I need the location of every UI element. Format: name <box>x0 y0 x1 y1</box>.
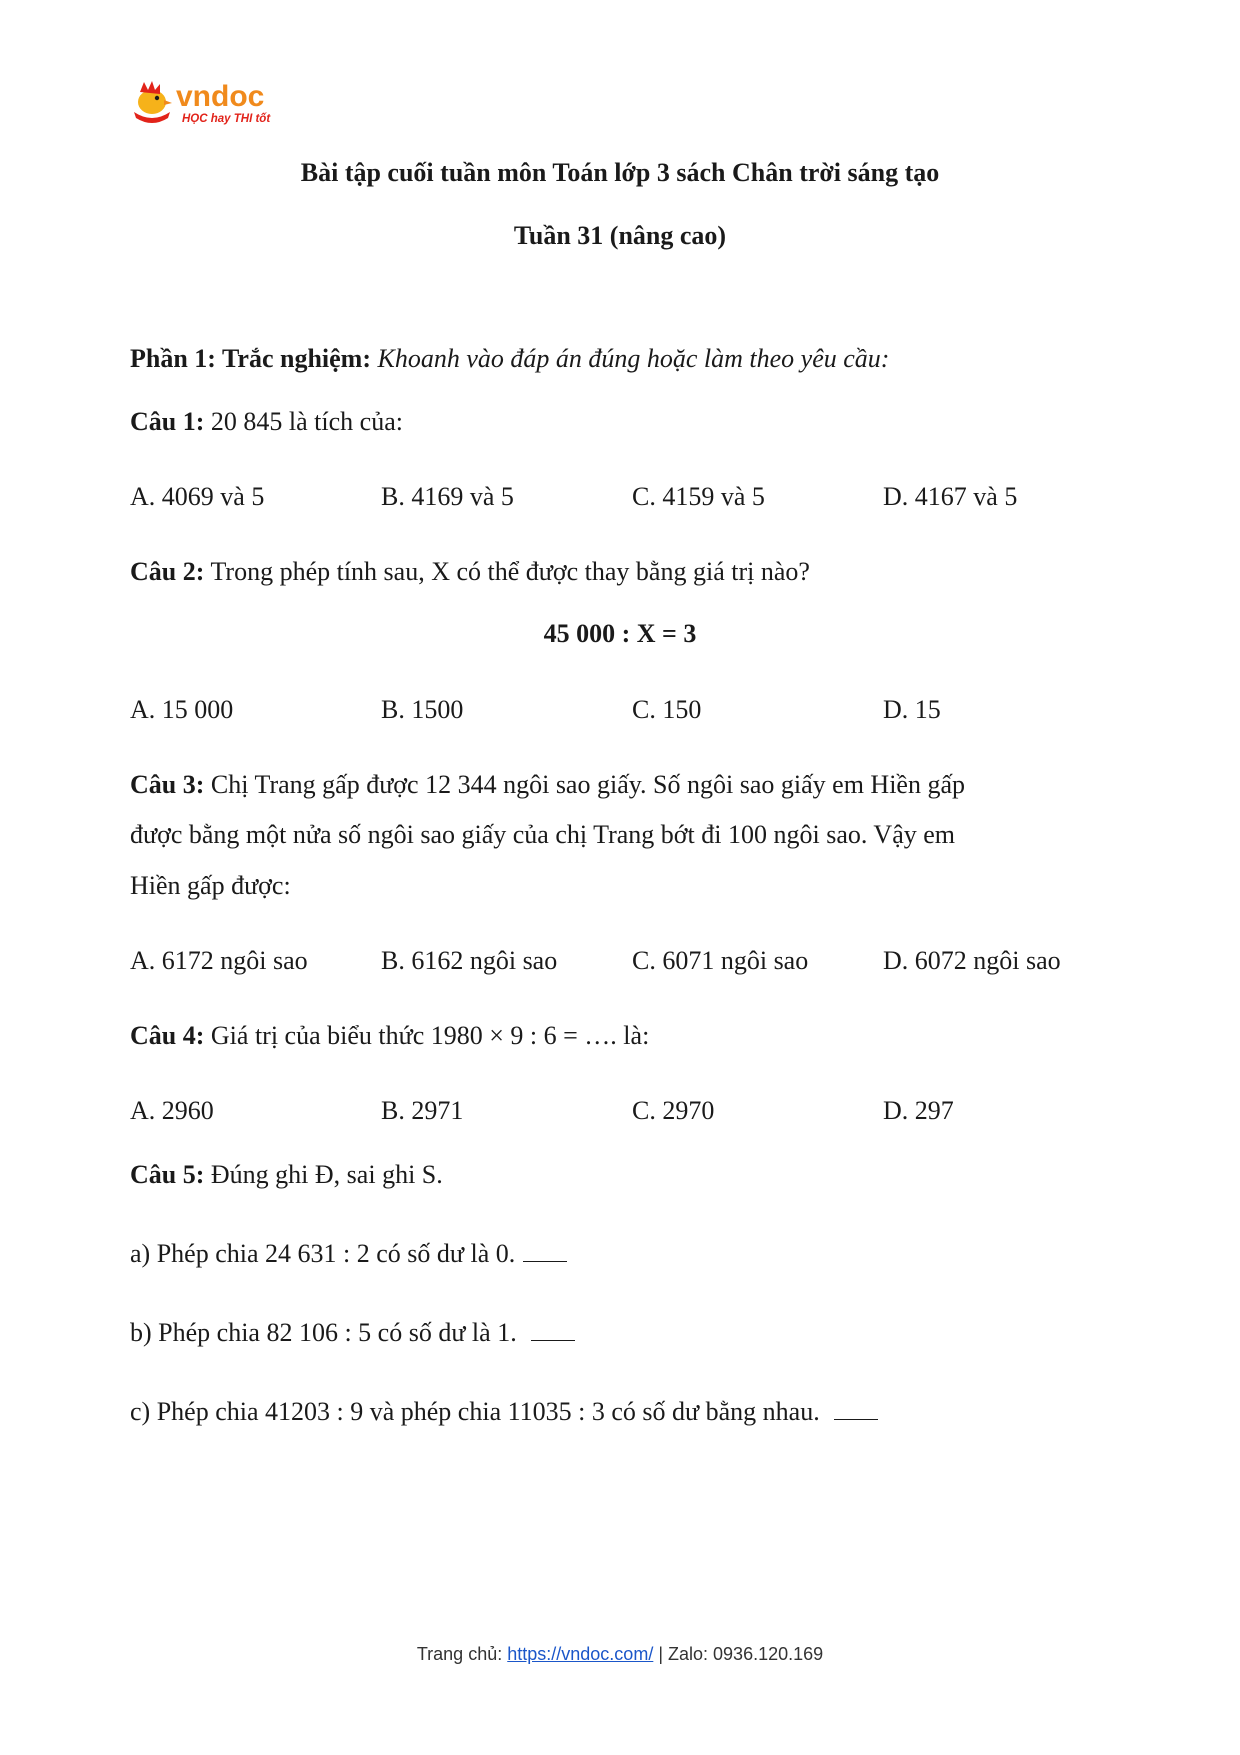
q3-option-a[interactable]: A. 6172 ngôi sao <box>130 946 308 975</box>
page-title: Bài tập cuối tuần môn Toán lớp 3 sách Chân trời sáng tạo <box>300 158 940 187</box>
page-subtitle: Tuần 31 (nâng cao) <box>513 221 727 250</box>
q1-option-b[interactable]: B. 4169 và 5 <box>381 482 514 511</box>
q2-option-d[interactable]: D. 15 <box>883 695 941 724</box>
question-2 <box>130 556 810 587</box>
q5-item-b-text: b) Phép chia 82 106 : 5 có số dư là 1. <box>130 1318 517 1347</box>
q2-option-c[interactable]: C. 150 <box>632 695 702 724</box>
footer-prefix: Trang chủ: <box>416 1644 503 1664</box>
footer-homepage-link[interactable]: https://vndoc.com/ <box>507 1644 654 1664</box>
q2-equation: 45 000 : X = 3 <box>543 619 697 648</box>
q3-option-d[interactable]: D. 6072 ngôi sao <box>883 946 1061 975</box>
q5-item-a-text: a) Phép chia 24 631 : 2 có số dư là 0. <box>130 1239 516 1268</box>
q2-label: Câu 2: <box>130 557 205 586</box>
part1-label: Phần 1: Trắc nghiệm: <box>130 344 371 373</box>
q4-option-c[interactable]: C. 2970 <box>632 1096 715 1125</box>
logo-brand-text: vndoc <box>176 80 265 113</box>
q3-text-line3: Hiền gấp được: <box>130 871 291 900</box>
q3-text-line2: được bằng một nửa số ngôi sao giấy của chị Trang bớt đi 100 ngôi sao. Vậy em <box>130 820 955 849</box>
q5-item-b-answer-blank[interactable] <box>531 1320 575 1341</box>
q1-option-a[interactable]: A. 4069 và 5 <box>130 482 265 511</box>
q1-option-d[interactable]: D. 4167 và 5 <box>883 482 1018 511</box>
logo-tagline: HỌC hay THI tốt <box>182 113 271 125</box>
footer-contact: | Zalo: 0936.120.169 <box>658 1644 824 1664</box>
q4-option-d[interactable]: D. 297 <box>883 1096 954 1125</box>
page-footer <box>0 1644 1240 1665</box>
question-1 <box>130 406 403 437</box>
question-5 <box>130 1159 443 1190</box>
q5-label: Câu 5: <box>130 1160 205 1189</box>
q1-text: 20 845 là tích của: <box>210 407 403 436</box>
q1-option-c[interactable]: C. 4159 và 5 <box>632 482 765 511</box>
q5-item-c-text: c) Phép chia 41203 : 9 và phép chia 11035 : 3 có số dư bằng nhau. <box>130 1397 820 1426</box>
q5-item-c <box>130 1396 878 1427</box>
q3-label: Câu 3: <box>130 770 205 799</box>
q5-text: Đúng ghi Đ, sai ghi S. <box>210 1160 443 1189</box>
q4-option-b[interactable]: B. 2971 <box>381 1096 464 1125</box>
q3-option-c[interactable]: C. 6071 ngôi sao <box>632 946 809 975</box>
question-4 <box>130 1020 649 1051</box>
q3-option-b[interactable]: B. 6162 ngôi sao <box>381 946 558 975</box>
q2-option-b[interactable]: B. 1500 <box>381 695 464 724</box>
q5-item-c-answer-blank[interactable] <box>834 1399 878 1420</box>
question-3 <box>130 769 965 800</box>
q2-text: Trong phép tính sau, X có thể được thay bằng giá trị nào? <box>210 557 810 586</box>
part1-heading <box>130 343 889 374</box>
q3-text-line1: Chị Trang gấp được 12 344 ngôi sao giấy. Số ngôi sao giấy em Hiền gấp <box>210 770 965 799</box>
vndoc-logo <box>130 78 300 130</box>
q5-item-a-answer-blank[interactable] <box>523 1241 567 1262</box>
q5-item-b <box>130 1317 575 1348</box>
q1-label: Câu 1: <box>130 407 205 436</box>
q4-label: Câu 4: <box>130 1021 205 1050</box>
q5-item-a <box>130 1238 567 1269</box>
rooster-icon <box>134 81 172 123</box>
q4-option-a[interactable]: A. 2960 <box>130 1096 214 1125</box>
q2-option-a[interactable]: A. 15 000 <box>130 695 234 724</box>
q4-text: Giá trị của biểu thức 1980 × 9 : 6 = …. là: <box>210 1021 650 1050</box>
part1-instruction: Khoanh vào đáp án đúng hoặc làm theo yêu cầu: <box>377 344 890 373</box>
